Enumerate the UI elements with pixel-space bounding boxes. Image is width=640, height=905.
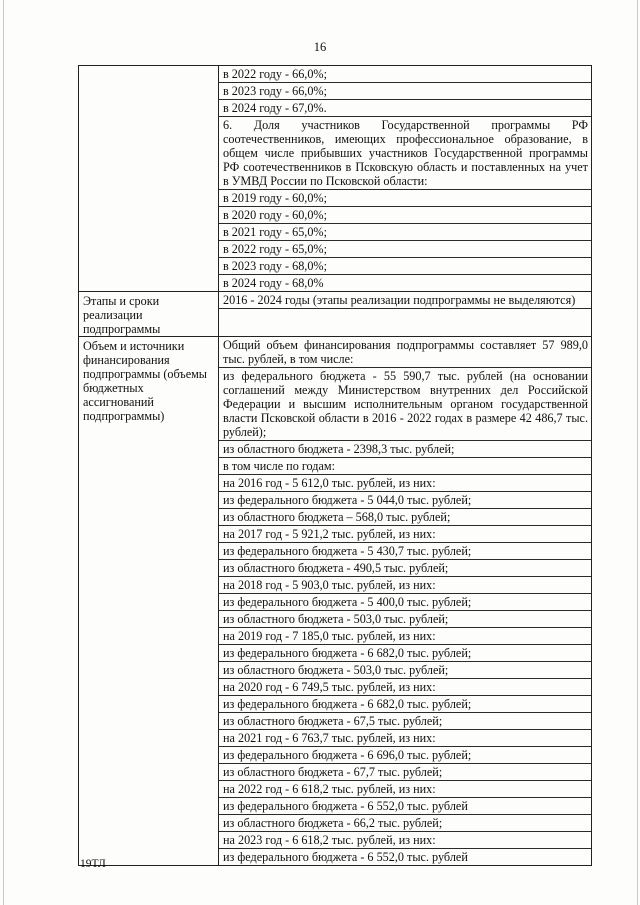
list-item: в 2022 году - 65,0%; bbox=[219, 241, 591, 258]
row-content-cell bbox=[219, 337, 592, 866]
list-item: на 2023 год - 6 618,2 тыс. рублей, из них: bbox=[219, 832, 591, 849]
list-item: из федерального бюджета - 5 044,0 тыс. рублей; bbox=[219, 492, 591, 509]
table-row bbox=[79, 337, 592, 866]
indicator-paragraph: 6. Доля участников Государственной программы РФ соотечественников, имеющих профессиональное образование, в общем числе прибывших участников Государственной программы РФ соотечественников в Псковскую область и поставленных на учет в УМВД России по Псковской области: bbox=[219, 117, 591, 190]
list-item: в 2023 году - 68,0%; bbox=[219, 258, 591, 275]
list-item: из областного бюджета – 568,0 тыс. рублей; bbox=[219, 509, 591, 526]
list-item: из областного бюджета - 67,7 тыс. рублей; bbox=[219, 764, 591, 781]
list-item: в 2020 году - 60,0%; bbox=[219, 207, 591, 224]
row-label-cell bbox=[79, 337, 219, 866]
row-label-cell bbox=[79, 66, 219, 292]
funding-intro: Общий объем финансирования подпрограммы составляет 57 989,0 тыс. рублей, в том числе: bbox=[219, 337, 591, 368]
row-label: Этапы и сроки реализации подпрограммы bbox=[83, 294, 161, 336]
table-row bbox=[79, 66, 592, 292]
list-item: на 2019 год - 7 185,0 тыс. рублей, из них: bbox=[219, 628, 591, 645]
list-item: из федерального бюджета - 6 696,0 тыс. рублей; bbox=[219, 747, 591, 764]
list-item: в 2024 году - 68,0% bbox=[223, 276, 324, 290]
list-item: на 2016 год - 5 612,0 тыс. рублей, из них: bbox=[219, 475, 591, 492]
row-label-cell bbox=[79, 292, 219, 337]
passport-table bbox=[78, 65, 592, 866]
row-content-cell bbox=[219, 292, 592, 337]
page-number: 16 bbox=[313, 40, 327, 54]
list-item: из областного бюджета - 67,5 тыс. рублей; bbox=[219, 713, 591, 730]
list-item: из областного бюджета - 503,0 тыс. рублей; bbox=[219, 662, 591, 679]
list-item: в том числе по годам: bbox=[219, 458, 591, 475]
list-item: в 2022 году - 66,0%; bbox=[219, 66, 591, 83]
page-edge-left bbox=[3, 0, 4, 905]
list-item: в 2024 году - 67,0%. bbox=[219, 100, 591, 117]
list-item: в 2019 году - 60,0%; bbox=[219, 190, 591, 207]
list-item: на 2022 год - 6 618,2 тыс. рублей, из них: bbox=[219, 781, 591, 798]
list-item: из областного бюджета - 490,5 тыс. рублей; bbox=[219, 560, 591, 577]
list-item: на 2020 год - 6 749,5 тыс. рублей, из них: bbox=[219, 679, 591, 696]
list-item: из федерального бюджета - 6 552,0 тыс. рублей bbox=[219, 798, 591, 815]
list-item: из федерального бюджета - 6 682,0 тыс. рублей; bbox=[219, 645, 591, 662]
list-item: из областного бюджета - 2398,3 тыс. рублей; bbox=[219, 441, 591, 458]
list-item: из федерального бюджета - 5 430,7 тыс. рублей; bbox=[219, 543, 591, 560]
footer-code: 19ТЛ bbox=[80, 858, 106, 870]
list-item: из областного бюджета - 66,2 тыс. рублей; bbox=[219, 815, 591, 832]
page-edge-right bbox=[637, 0, 638, 905]
table-row bbox=[79, 292, 592, 337]
stages-paragraph: 2016 - 2024 годы (этапы реализации подпрограммы не выделяются) bbox=[219, 292, 591, 309]
row-label: Объем и источники финансирования подпрограммы (объемы бюджетных ассигнований подпрограммы) bbox=[83, 339, 207, 423]
list-item: из федерального бюджета - 5 400,0 тыс. рублей; bbox=[219, 594, 591, 611]
list-item: из федерального бюджета - 6 552,0 тыс. рублей bbox=[223, 850, 468, 864]
list-item: в 2021 году - 65,0%; bbox=[219, 224, 591, 241]
list-item: на 2017 год - 5 921,2 тыс. рублей, из них: bbox=[219, 526, 591, 543]
federal-funding-paragraph: из федерального бюджета - 55 590,7 тыс. рублей (на основании соглашений между Министерством внутренних дел Российской Федерации и высшим исполнительным органом государственной власти Псковской области в 2016 - 2022 годах в размере 42 486,7 тыс. рублей); bbox=[219, 368, 591, 441]
list-item: на 2018 год - 5 903,0 тыс. рублей, из них: bbox=[219, 577, 591, 594]
list-item: из федерального бюджета - 6 682,0 тыс. рублей; bbox=[219, 696, 591, 713]
list-item: на 2021 год - 6 763,7 тыс. рублей, из них: bbox=[219, 730, 591, 747]
list-item: в 2023 году - 66,0%; bbox=[219, 83, 591, 100]
row-content-cell bbox=[219, 66, 592, 292]
list-item: из областного бюджета - 503,0 тыс. рублей; bbox=[219, 611, 591, 628]
